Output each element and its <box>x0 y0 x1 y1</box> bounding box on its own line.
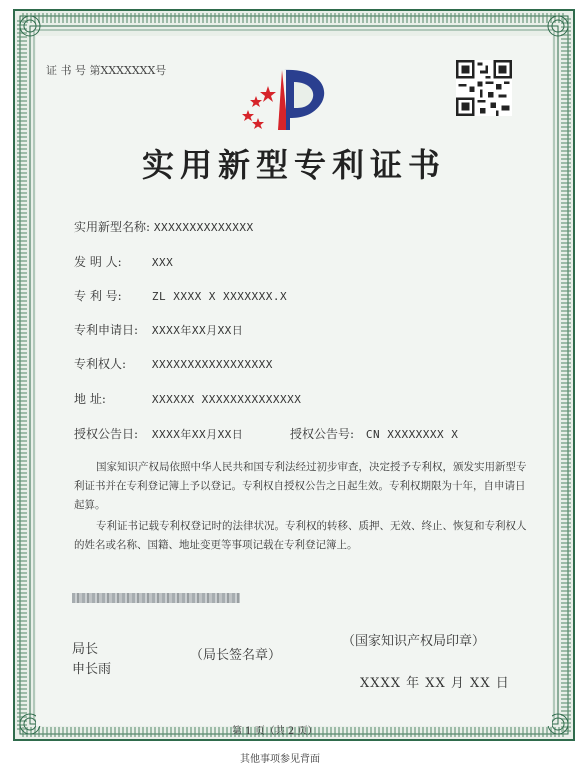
address-label: 地 址: <box>74 392 106 406</box>
certificate-paragraph-1 <box>74 458 528 515</box>
grant-number-value: CN XXXXXXXX X <box>365 428 459 441</box>
director-title: 局长 <box>72 642 99 657</box>
qr-code-icon <box>456 60 512 116</box>
utility-model-name-label: 实用新型名称: <box>74 220 151 234</box>
utility-model-name-row <box>74 218 254 235</box>
paragraph-2-text: 专利证书记载专利权登记时的法律状况。专利权的转移、质押、无效、终止、恢复和专利权人的姓名或名称、国籍、地址变更等事项记载在专利登记簿上。 <box>74 520 527 551</box>
address-value: XXXXXX XXXXXXXXXXXXXX <box>151 393 302 406</box>
patent-number-label: 专 利 号: <box>74 289 122 303</box>
patentee-value: XXXXXXXXXXXXXXXXX <box>151 358 273 371</box>
patent-office-logo-icon <box>238 62 330 142</box>
grant-date-row <box>74 425 243 442</box>
inventor-value: XXX <box>151 256 174 269</box>
back-note: 其他事项参见背面 <box>240 754 320 765</box>
certificate-title: 实用新型专利证书 <box>141 146 446 184</box>
filing-date-value: XXXX年XX月XX日 <box>151 324 244 337</box>
director-name: 申长雨 <box>72 662 112 677</box>
grant-date-value: XXXX年XX月XX日 <box>151 428 244 441</box>
inventor-row <box>74 253 173 270</box>
filing-date-label: 专利申请日: <box>74 323 139 337</box>
director-signature-seal: （局长签名章） <box>190 648 282 663</box>
utility-model-name-value: XXXXXXXXXXXXXX <box>153 221 254 234</box>
address-row <box>74 390 301 407</box>
inventor-label: 发 明 人: <box>74 255 122 269</box>
certificate-paragraph-2 <box>74 517 528 555</box>
redacted-barcode-strip <box>72 593 240 603</box>
filing-date-row <box>74 321 243 338</box>
page-indicator: 第 1 页（共 2 页） <box>232 726 318 737</box>
paragraph-1-text: 国家知识产权局依照中华人民共和国专利法经过初步审查，决定授予专利权，颁发实用新型专利证书并在专利登记簿上予以登记。专利权自授权公告之日起生效。专利权期限为十年，自申请日起算。 <box>74 461 527 511</box>
issue-date: XXXX 年 XX 月 XX 日 <box>360 676 510 691</box>
grant-number-row <box>290 425 458 442</box>
patent-number-value: ZL XXXX X XXXXXXX.X <box>151 290 288 303</box>
grant-date-label: 授权公告日: <box>74 427 139 441</box>
grant-number-label: 授权公告号: <box>290 427 355 441</box>
certificate-number: 证 书 号 第XXXXXXX号 <box>46 64 167 77</box>
patentee-label: 专利权人: <box>74 357 127 371</box>
patent-number-row <box>74 287 287 304</box>
patentee-row <box>74 355 273 372</box>
office-seal: （国家知识产权局印章） <box>342 634 486 649</box>
